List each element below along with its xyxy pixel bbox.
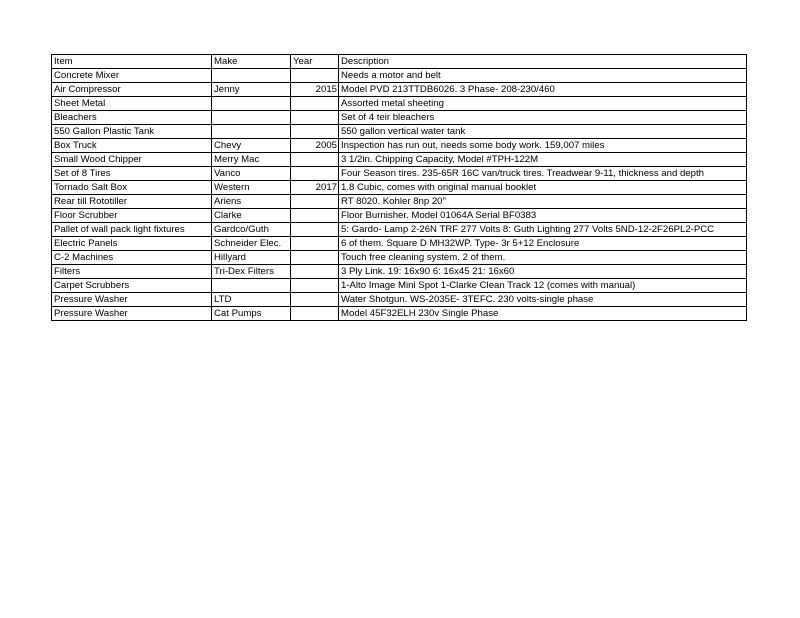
cell-description: Assorted metal sheeting: [339, 97, 747, 111]
table-row: [52, 167, 747, 181]
cell-make: [212, 111, 291, 125]
table-row: [52, 139, 747, 153]
cell-year: 2005: [291, 139, 339, 153]
table-row: [52, 153, 747, 167]
table-row: [52, 195, 747, 209]
cell-year: [291, 265, 339, 279]
cell-item: Set of 8 Tires: [52, 167, 212, 181]
cell-description: Needs a motor and belt: [339, 69, 747, 83]
cell-item: Carpet Scrubbers: [52, 279, 212, 293]
cell-make: Ariens: [212, 195, 291, 209]
cell-year: [291, 69, 339, 83]
cell-year: [291, 251, 339, 265]
cell-item: Sheet Metal: [52, 97, 212, 111]
table-row: [52, 293, 747, 307]
cell-description: 1.8 Cubic, comes with original manual booklet: [339, 181, 747, 195]
cell-description: 1-Alto Image Mini Spot 1-Clarke Clean Track 12 (comes with manual): [339, 279, 747, 293]
cell-year: [291, 209, 339, 223]
cell-item: Electric Panels: [52, 237, 212, 251]
table-row: [52, 125, 747, 139]
table-row: [52, 279, 747, 293]
table-row: [52, 83, 747, 97]
cell-make: Jenny: [212, 83, 291, 97]
cell-item: C-2 Machines: [52, 251, 212, 265]
cell-make: [212, 69, 291, 83]
cell-year: [291, 307, 339, 321]
equipment-table: [51, 54, 747, 321]
cell-make: Chevy: [212, 139, 291, 153]
cell-description: Inspection has run out, needs some body work. 159,007 miles: [339, 139, 747, 153]
cell-item: Tornado Salt Box: [52, 181, 212, 195]
table-row: [52, 223, 747, 237]
table-row: [52, 111, 747, 125]
cell-item: Small Wood Chipper: [52, 153, 212, 167]
cell-year: [291, 153, 339, 167]
cell-item: Filters: [52, 265, 212, 279]
cell-make: Vanco: [212, 167, 291, 181]
cell-make: Merry Mac: [212, 153, 291, 167]
table-body: [52, 55, 747, 321]
cell-item: Box Truck: [52, 139, 212, 153]
cell-make: Hillyard: [212, 251, 291, 265]
cell-make: Clarke: [212, 209, 291, 223]
cell-item: Pallet of wall pack light fixtures: [52, 223, 212, 237]
cell-item: Bleachers: [52, 111, 212, 125]
cell-description: Floor Burnisher. Model 01064A Serial BF0383: [339, 209, 747, 223]
cell-description: 6 of them. Square D MH32WP. Type- 3r 5+12 Enclosure: [339, 237, 747, 251]
cell-description: 5: Gardo- Lamp 2-26N TRF 277 Volts 8: Guth Lighting 277 Volts 5ND-12-2F26PL2-PCC: [339, 223, 747, 237]
cell-make: Schneider Elec.: [212, 237, 291, 251]
header-item: Item: [52, 55, 212, 69]
cell-item: Air Compressor: [52, 83, 212, 97]
cell-make: Tri-Dex Filters: [212, 265, 291, 279]
cell-description: Four Season tires. 235-65R 16C van/truck tires. Treadwear 9-11, thickness and depth: [339, 167, 747, 181]
header-make: Make: [212, 55, 291, 69]
table-row: [52, 181, 747, 195]
header-year: Year: [291, 55, 339, 69]
cell-description: 550 gallon vertical water tank: [339, 125, 747, 139]
table-row: [52, 209, 747, 223]
cell-description: Water Shotgun. WS-2035E- 3TEFC. 230 volts-single phase: [339, 293, 747, 307]
cell-make: [212, 279, 291, 293]
cell-description: RT 8020. Kohler 8np 20": [339, 195, 747, 209]
cell-description: Set of 4 teir bleachers: [339, 111, 747, 125]
table-row: [52, 237, 747, 251]
cell-make: Western: [212, 181, 291, 195]
cell-make: Gardco/Guth: [212, 223, 291, 237]
cell-year: [291, 167, 339, 181]
cell-make: LTD: [212, 293, 291, 307]
table-row: [52, 307, 747, 321]
table-row: [52, 265, 747, 279]
cell-item: Floor Scrubber: [52, 209, 212, 223]
header-description: Description: [339, 55, 747, 69]
cell-year: 2015: [291, 83, 339, 97]
cell-year: [291, 97, 339, 111]
cell-year: [291, 293, 339, 307]
table-row: [52, 97, 747, 111]
cell-year: [291, 237, 339, 251]
cell-year: [291, 125, 339, 139]
cell-make: [212, 97, 291, 111]
cell-year: [291, 279, 339, 293]
cell-description: Touch free cleaning system. 2 of them.: [339, 251, 747, 265]
cell-year: 2017: [291, 181, 339, 195]
cell-item: 550 Gallon Plastic Tank: [52, 125, 212, 139]
header-row: [52, 55, 747, 69]
table-row: [52, 251, 747, 265]
cell-description: Model PVD 213TTDB6026. 3 Phase- 208-230/460: [339, 83, 747, 97]
cell-item: Rear till Rototiller: [52, 195, 212, 209]
cell-description: 3 Ply Link. 19: 16x90 6: 16x45 21: 16x60: [339, 265, 747, 279]
table-row: [52, 69, 747, 83]
cell-item: Pressure Washer: [52, 307, 212, 321]
cell-make: Cat Pumps: [212, 307, 291, 321]
cell-year: [291, 223, 339, 237]
cell-make: [212, 125, 291, 139]
cell-item: Concrete Mixer: [52, 69, 212, 83]
cell-year: [291, 111, 339, 125]
cell-item: Pressure Washer: [52, 293, 212, 307]
cell-description: 3 1/2in. Chipping Capacity, Model #TPH-122M: [339, 153, 747, 167]
cell-description: Model 45F32ELH 230v Single Phase: [339, 307, 747, 321]
cell-year: [291, 195, 339, 209]
